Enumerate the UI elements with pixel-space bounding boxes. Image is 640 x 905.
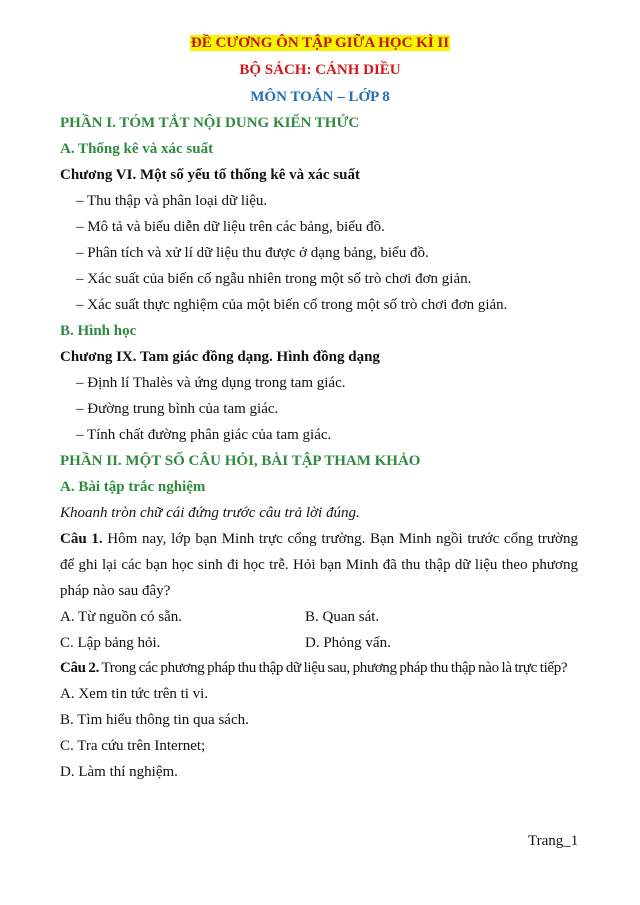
question-2-option-c: C. Tra cứu trên Internet; — [60, 738, 206, 754]
chapter-vi-title: Chương VI. Một số yếu tố thống kê và xác suất — [60, 167, 360, 183]
question-1-line-2: để ghi lại các bạn học sinh đi học trễ. Hỏi bạn Minh đã thu thập dữ liệu theo phương — [60, 557, 578, 573]
subject-grade: MÔN TOÁN – LỚP 8 — [250, 89, 390, 105]
list-item: – Thu thập và phân loại dữ liệu. — [76, 193, 268, 209]
question-2-label: Câu 2. — [60, 660, 99, 676]
question-1-line-3: pháp nào sau đây? — [60, 583, 171, 599]
list-item: – Tính chất đường phân giác của tam giác. — [76, 427, 332, 443]
list-item: – Mô tả và biểu diễn dữ liệu trên các bảng, biểu đồ. — [76, 219, 385, 235]
list-item: – Phân tích và xử lí dữ liệu thu được ở dạng bảng, biểu đồ. — [76, 245, 429, 261]
question-1-option-c: C. Lập bảng hỏi. — [60, 635, 161, 651]
list-item: – Định lí Thalès và ứng dụng trong tam giác. — [76, 375, 346, 391]
part2-section-a-heading: A. Bài tập trắc nghiệm — [60, 479, 206, 495]
page-number: Trang_1 — [528, 833, 579, 849]
question-1-option-d: D. Phỏng vấn. — [305, 635, 391, 651]
question-1-line-1: Câu 1. Hôm nay, lớp bạn Minh trực cổng trường. Bạn Minh ngồi trước cổng trường — [60, 531, 578, 547]
document-title: ĐỀ CƯƠNG ÔN TẬP GIỮA HỌC KÌ II — [190, 35, 450, 51]
instruction-text: Khoanh tròn chữ cái đứng trước câu trả lời đúng. — [60, 505, 360, 521]
chapter-ix-title: Chương IX. Tam giác đồng dạng. Hình đồng dạng — [60, 349, 380, 365]
question-2-option-b: B. Tìm hiểu thông tin qua sách. — [60, 712, 249, 728]
question-2-text: Câu 2. Trong các phương pháp thu thập dữ liệu sau, phương pháp thu thập nào là trực tiếp? — [60, 660, 568, 676]
part1-section-a-heading: A. Thống kê và xác suất — [60, 141, 214, 157]
question-1-option-a: A. Từ nguồn có sẵn. — [60, 609, 183, 625]
part1-heading: PHẦN I. TÓM TẮT NỘI DUNG KIẾN THỨC — [60, 115, 360, 131]
list-item: – Xác suất thực nghiệm của một biến cố trong một số trò chơi đơn giản. — [76, 297, 508, 313]
part2-heading: PHẦN II. MỘT SỐ CÂU HỎI, BÀI TẬP THAM KHẢO — [60, 453, 421, 469]
question-2-option-a: A. Xem tin tức trên ti vi. — [60, 686, 209, 702]
question-1-option-b: B. Quan sát. — [305, 609, 380, 625]
question-1-label: Câu 1. — [60, 531, 103, 547]
question-2-option-d: D. Làm thí nghiệm. — [60, 764, 178, 780]
list-item: – Xác suất của biến cố ngẫu nhiên trong một số trò chơi đơn giản. — [76, 271, 472, 287]
book-series: BỘ SÁCH: CÁNH DIỀU — [239, 62, 401, 78]
part1-section-b-heading: B. Hình học — [60, 323, 137, 339]
list-item: – Đường trung bình của tam giác. — [76, 401, 279, 417]
